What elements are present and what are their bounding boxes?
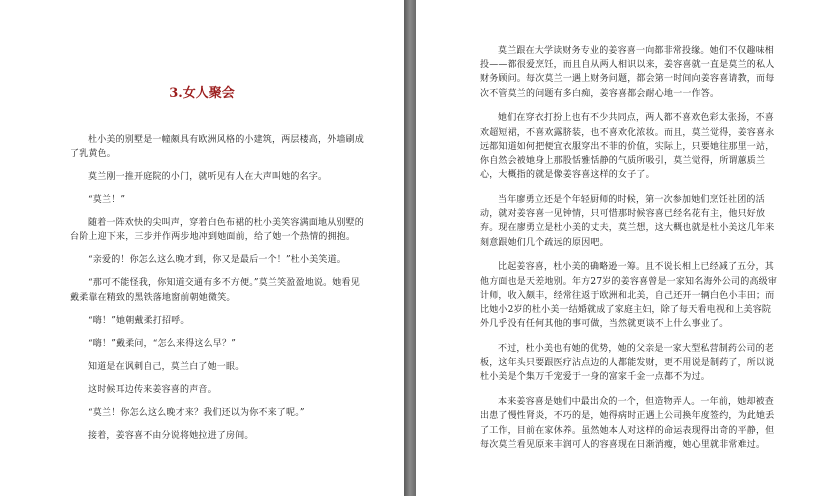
paragraph: “嗨！”她朝戴柔打招呼。 [88, 315, 190, 326]
paragraph: 接着，姜容喜不由分说将她拉进了房间。 [88, 430, 254, 441]
paragraph: 不过，杜小美也有她的优势，她的父亲是一家大型私营制药公司的老板，这年头只要跟医疗沾点边的人都能发财，更不用说是制药了，所以说杜小美是个集万千宠爱于一身的富家千金一点都不为过。 [480, 344, 775, 383]
paragraph: 她们在穿衣打扮上也有不少共同点，两人都不喜欢色彩太张扬，不喜欢超短裙，不喜欢露脐装，也不喜欢化浓妆。而且，莫兰觉得，姜容喜永远都知道如何把便宜衣服穿出不菲的价值，实际上，只要她往那里一站，你自然会被她身上那股恬雅恬静的气质所吸引，莫兰觉得，所谓蕙质兰心，大概指的就是像姜容喜这样的女子了。 [480, 113, 775, 181]
chapter-title: 3.女人聚会 [169, 86, 235, 101]
left-page-body [70, 133, 364, 452]
paragraph: “莫兰！你怎么这么晚才来？我们还以为你不来了呢。” [88, 407, 305, 418]
paragraph: 知道是在讽刺自己，莫兰白了她一眼。 [88, 361, 245, 372]
paragraph: 本来姜容喜是她们中最出众的一个，但造物弄人。一年前，她却被查出患了慢性肾炎，不巧的是，她得病时正遇上公司换年度签约，为此她丢了工作，目前在家休养。虽然她本人对这样的命运表现得出奇的平静，但每次莫兰看见原来丰润可人的容喜现在日渐消瘦，她心里就非常难过。 [480, 397, 775, 450]
paragraph: “亲爱的！你怎么这么晚才到，你又是最后一个！”杜小美笑道。 [88, 255, 347, 266]
left-page [0, 0, 404, 496]
paragraph: 莫兰跟在大学读财务专业的姜容喜一向都非常投缘。她们不仅趣味相投——都很爱烹饪，而且自从两人相识以来，姜容喜就一直是莫兰的私人财务顾问。每次莫兰一遇上财务问题，都会第一时间向姜容喜请教，而每次不管莫兰的问题有多白痴，姜容喜都会耐心地一一作答。 [480, 46, 775, 99]
paragraph: “嗨！”戴柔问，“怎么来得这么早？” [88, 338, 237, 349]
paragraph: 这时候耳边传来姜容喜的声音。 [88, 384, 217, 395]
paragraph: 比起姜容喜，杜小美的确略逊一筹。且不说长相上已经减了五分，其他方面也是天差地别。年方27岁的姜容喜曾是一家知名海外公司的高级审计师，收入颇丰，经常往返于欧洲和北美，自己还开一辆白色小丰田；而比她小2岁的杜小美一结婚就成了家庭主妇，除了每天看电视和上美容院外几乎没有任何其他的事可做，当然就更谈不上什么事业了。 [480, 262, 778, 330]
right-page [416, 0, 820, 496]
paragraph: 杜小美的别墅是一幢颇具有欧洲风格的小建筑，两层楼高，外墙刷成了乳黄色。 [70, 135, 365, 160]
paragraph: “莫兰！” [88, 195, 126, 206]
paragraph: “那可不能怪我，你知道交通有多不方便。”莫兰笑盈盈地说。她看见戴柔靠在精致的黑铁落地窗前朝她微笑。 [70, 278, 360, 303]
paragraph: 随着一阵欢快的尖叫声，穿着白色布裙的杜小美笑容满面地从别墅的台阶上迎下来，三步并作两步地冲到她面前，给了她一个热情的拥抱。 [70, 218, 365, 243]
paragraph: 莫兰刚一推开庭院的小门，就听见有人在大声叫她的名字。 [88, 172, 328, 183]
page-gutter [404, 0, 416, 496]
paragraph: 当年廖勇立还是个年轻厨师的时候，第一次参加她们烹饪社团的活动，就对姜容喜一见钟情，只可惜那时候容喜已经名花有主，他只好放弃。现在廖勇立是杜小美的丈夫，莫兰想，这大概也就是杜小美这几年来刻意跟她们几个疏远的原因吧。 [480, 195, 775, 248]
right-page-body [480, 44, 778, 463]
